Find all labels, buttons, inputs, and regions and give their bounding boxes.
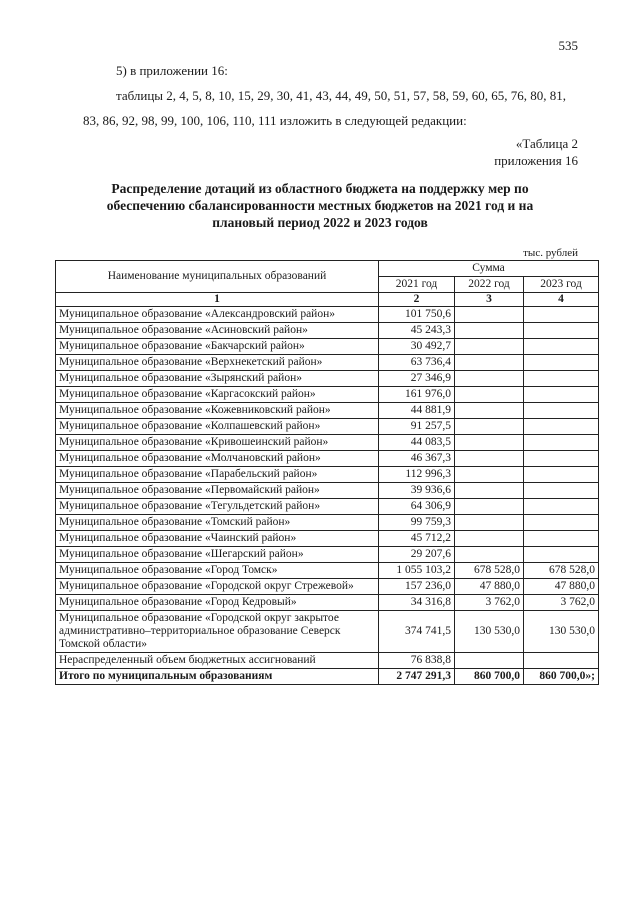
value-2021: 161 976,0 xyxy=(379,387,455,403)
value-2023 xyxy=(524,499,599,515)
municipality-name: Муниципальное образование «Колпашевский район» xyxy=(56,419,379,435)
document-title xyxy=(62,180,578,231)
value-2023 xyxy=(524,515,599,531)
value-2023 xyxy=(524,307,599,323)
municipality-name: Муниципальное образование «Томский район» xyxy=(56,515,379,531)
table-row xyxy=(56,323,599,339)
municipality-name: Муниципальное образование «Чаинский район» xyxy=(56,531,379,547)
municipality-name: Муниципальное образование «Молчановский район» xyxy=(56,451,379,467)
table-row xyxy=(56,339,599,355)
value-2021: 76 838,8 xyxy=(379,653,455,669)
municipality-name: Муниципальное образование «Асиновский район» xyxy=(56,323,379,339)
value-2023 xyxy=(524,547,599,563)
header-year-2022: 2022 год xyxy=(455,277,524,293)
value-2023: 678 528,0 xyxy=(524,563,599,579)
value-2023 xyxy=(524,403,599,419)
municipality-name: Муниципальное образование «Зырянский район» xyxy=(56,371,379,387)
table-row xyxy=(56,371,599,387)
table-row xyxy=(56,499,599,515)
value-2022 xyxy=(455,435,524,451)
table-row xyxy=(56,307,599,323)
municipality-name: Муниципальное образование «Городской округ Стрежевой» xyxy=(56,579,379,595)
municipality-name: Муниципальное образование «Александровский район» xyxy=(56,307,379,323)
table-row xyxy=(56,387,599,403)
value-2021: 157 236,0 xyxy=(379,579,455,595)
value-2023 xyxy=(524,355,599,371)
municipality-name: Муниципальное образование «Шегарский район» xyxy=(56,547,379,563)
col-number-3: 3 xyxy=(455,293,524,307)
value-2021: 374 741,5 xyxy=(379,611,455,653)
value-2021: 1 055 103,2 xyxy=(379,563,455,579)
header-year-2021: 2021 год xyxy=(379,277,455,293)
intro-line-3: 83, 86, 92, 98, 99, 100, 106, 110, 111 изложить в следующей редакции: xyxy=(83,113,467,128)
municipality-name: Муниципальное образование «Кожевниковский район» xyxy=(56,403,379,419)
municipality-name: Нераспределенный объем бюджетных ассигнований xyxy=(56,653,379,669)
value-2022 xyxy=(455,653,524,669)
value-2023 xyxy=(524,451,599,467)
value-2023 xyxy=(524,371,599,387)
municipality-name: Муниципальное образование «Город Кедровый» xyxy=(56,595,379,611)
value-2022 xyxy=(455,547,524,563)
value-2021: 2 747 291,3 xyxy=(379,669,455,685)
value-2021: 44 881,9 xyxy=(379,403,455,419)
col-number-2: 2 xyxy=(379,293,455,307)
municipality-name: Муниципальное образование «Верхнекетский район» xyxy=(56,355,379,371)
municipality-name: Муниципальное образование «Тегульдетский район» xyxy=(56,499,379,515)
subsidies-table xyxy=(55,260,599,685)
value-2022 xyxy=(455,307,524,323)
value-2022 xyxy=(455,515,524,531)
value-2022 xyxy=(455,403,524,419)
table-row xyxy=(56,531,599,547)
value-2021: 99 759,3 xyxy=(379,515,455,531)
value-2021: 45 712,2 xyxy=(379,531,455,547)
table-row xyxy=(56,355,599,371)
header-name: Наименование муниципальных образований xyxy=(56,261,379,293)
table-row xyxy=(56,467,599,483)
municipality-name: Итого по муниципальным образованиям xyxy=(56,669,379,685)
value-2023: 3 762,0 xyxy=(524,595,599,611)
value-2022 xyxy=(455,499,524,515)
table-row xyxy=(56,547,599,563)
value-2022 xyxy=(455,355,524,371)
table-row xyxy=(56,419,599,435)
value-2021: 29 207,6 xyxy=(379,547,455,563)
intro-line-2: таблицы 2, 4, 5, 8, 10, 15, 29, 30, 41, 43, 44, 49, 50, 51, 57, 58, 59, 60, 65, 76, 80, 81, xyxy=(116,88,567,103)
table-row xyxy=(56,515,599,531)
value-2023 xyxy=(524,483,599,499)
table-row xyxy=(56,451,599,467)
table-reference xyxy=(494,135,578,169)
municipality-name: Муниципальное образование «Город Томск» xyxy=(56,563,379,579)
value-2023 xyxy=(524,435,599,451)
value-2021: 30 492,7 xyxy=(379,339,455,355)
units-label: тыс. рублей xyxy=(523,247,578,259)
value-2022 xyxy=(455,483,524,499)
col-number-1: 1 xyxy=(56,293,379,307)
table-row xyxy=(56,595,599,611)
value-2022 xyxy=(455,451,524,467)
header-sum: Сумма xyxy=(379,261,599,277)
value-2021: 45 243,3 xyxy=(379,323,455,339)
municipality-name: Муниципальное образование «Первомайский район» xyxy=(56,483,379,499)
table-reference-line-2: приложения 16 xyxy=(494,153,578,168)
title-line-1: Распределение дотаций из областного бюджета на поддержку мер по xyxy=(111,181,529,196)
value-2022 xyxy=(455,387,524,403)
value-2021: 46 367,3 xyxy=(379,451,455,467)
value-2022 xyxy=(455,419,524,435)
col-number-4: 4 xyxy=(524,293,599,307)
table-row xyxy=(56,563,599,579)
value-2023 xyxy=(524,323,599,339)
municipality-name: Муниципальное образование «Кривошеинский район» xyxy=(56,435,379,451)
value-2022 xyxy=(455,467,524,483)
table-reference-line-1: «Таблица 2 xyxy=(515,136,578,151)
value-2021: 63 736,4 xyxy=(379,355,455,371)
table-row xyxy=(56,611,599,653)
page-number: 535 xyxy=(558,38,578,53)
total-row xyxy=(56,669,599,685)
table-row xyxy=(56,403,599,419)
value-2022 xyxy=(455,371,524,387)
municipality-name: Муниципальное образование «Каргасокский район» xyxy=(56,387,379,403)
value-2022: 678 528,0 xyxy=(455,563,524,579)
value-2023 xyxy=(524,467,599,483)
table-row xyxy=(56,435,599,451)
value-2023 xyxy=(524,339,599,355)
municipality-name: Муниципальное образование «Бакчарский район» xyxy=(56,339,379,355)
value-2023 xyxy=(524,653,599,669)
table-row xyxy=(56,483,599,499)
value-2022: 130 530,0 xyxy=(455,611,524,653)
value-2023 xyxy=(524,531,599,547)
value-2021: 44 083,5 xyxy=(379,435,455,451)
value-2021: 112 996,3 xyxy=(379,467,455,483)
value-2023: 130 530,0 xyxy=(524,611,599,653)
value-2021: 101 750,6 xyxy=(379,307,455,323)
municipality-name: Муниципальное образование «Парабельский район» xyxy=(56,467,379,483)
value-2021: 34 316,8 xyxy=(379,595,455,611)
table-row xyxy=(56,653,599,669)
intro-line-1: 5) в приложении 16: xyxy=(116,63,228,78)
table-row xyxy=(56,579,599,595)
value-2022: 860 700,0 xyxy=(455,669,524,685)
value-2022: 47 880,0 xyxy=(455,579,524,595)
value-2022: 3 762,0 xyxy=(455,595,524,611)
value-2023: 860 700,0»; xyxy=(524,669,599,685)
value-2021: 27 346,9 xyxy=(379,371,455,387)
value-2023 xyxy=(524,419,599,435)
header-year-2023: 2023 год xyxy=(524,277,599,293)
value-2023: 47 880,0 xyxy=(524,579,599,595)
value-2022 xyxy=(455,531,524,547)
municipality-name: Муниципальное образование «Городской округ закрытое административно–территориальное образование Северск Томской области» xyxy=(56,611,379,653)
title-line-2: обеспечению сбалансированности местных бюджетов на 2021 год и на xyxy=(106,198,534,213)
value-2023 xyxy=(524,387,599,403)
value-2021: 64 306,9 xyxy=(379,499,455,515)
value-2021: 39 936,6 xyxy=(379,483,455,499)
value-2022 xyxy=(455,323,524,339)
value-2022 xyxy=(455,339,524,355)
title-line-3: плановый период 2022 и 2023 годов xyxy=(212,215,428,230)
value-2021: 91 257,5 xyxy=(379,419,455,435)
